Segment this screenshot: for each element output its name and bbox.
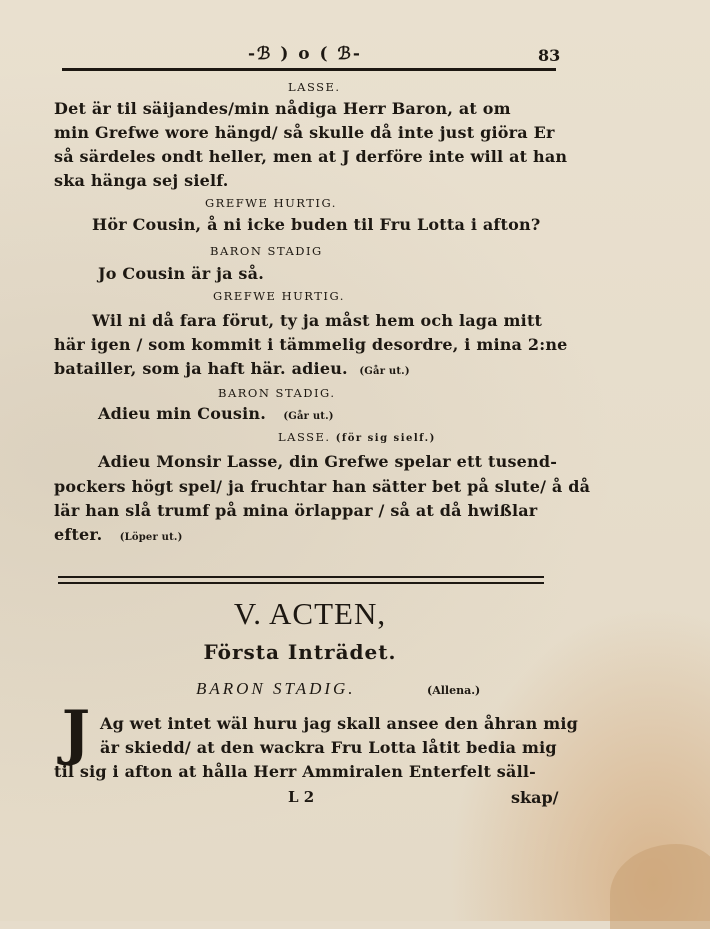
section-rule-top <box>58 576 544 578</box>
text-line: lär han slå trumf på mina örlappar / så at då hwißlar <box>54 501 538 520</box>
text-line <box>54 525 183 544</box>
running-head: -ℬ ) o ( ℬ- <box>248 44 362 64</box>
stage-direction: (Går ut.) <box>283 411 334 422</box>
text-line: är skiedd/ at den wackra Fru Lotta låtit bedia mig <box>100 738 557 757</box>
text-line <box>54 359 410 378</box>
drop-cap: J <box>61 698 91 768</box>
text-line: pockers högt spel/ ja fruchtar han sätter bet på slute/ å då <box>54 477 591 496</box>
page-number: 83 <box>538 46 561 65</box>
text-line: min Grefwe wore hängd/ så skulle då inte just giöra Er <box>54 123 555 142</box>
text-line <box>98 404 334 423</box>
speaker-label: LASSE. <box>288 80 341 94</box>
text-line: ska hänga sej sielf. <box>54 171 229 190</box>
text-line: Wil ni då fara förut, ty ja måst hem och laga mitt <box>92 311 543 330</box>
text-line: här igen / som kommit i tämmelig desordre, i mina 2:ne <box>54 335 568 354</box>
speaker-label: BARON STADIG. <box>196 679 356 698</box>
stage-direction: (Allena.) <box>427 684 481 697</box>
speaker-label: GREFWE HURTIG. <box>213 289 345 303</box>
text-line: til sig i afton at hålla Herr Ammiralen Enterfelt säll- <box>54 762 536 781</box>
text-line-content: efter. <box>54 525 103 544</box>
stage-direction: (Går ut.) <box>359 366 410 377</box>
text-line: Det är til säijandes/min nådiga Herr Baron, at om <box>54 99 511 118</box>
text-line: Ag wet intet wäl huru jag skall ansee den åhran mig <box>100 714 579 733</box>
paper-stain <box>610 844 710 929</box>
speaker-name: LASSE. <box>278 430 331 444</box>
act-title: V. ACTEN, <box>233 596 387 631</box>
stage-direction: (för sig sielf.) <box>335 433 436 444</box>
catchword: skap/ <box>511 788 559 807</box>
text-line-content: batailler, som ja haft här. adieu. <box>54 359 348 378</box>
text-line-content: Adieu min Cousin. <box>98 404 267 423</box>
text-line: så särdeles ondt heller, men at J derföre inte will at han <box>54 147 568 166</box>
scene-title: Första Inträdet. <box>203 640 397 664</box>
signature-mark: L 2 <box>288 788 315 806</box>
section-rule-bottom <box>58 582 544 584</box>
stage-direction: (Löper ut.) <box>119 532 183 543</box>
text-line: Hör Cousin, å ni icke buden til Fru Lotta i afton? <box>92 215 541 234</box>
speaker-label: BARON STADIG. <box>218 386 336 400</box>
speaker-label: BARON STADIG <box>210 244 323 258</box>
speaker-label <box>278 430 436 444</box>
speaker-label: GREFWE HURTIG. <box>205 196 337 210</box>
text-line: Adieu Monsir Lasse, din Grefwe spelar ett tusend- <box>98 452 558 471</box>
header-rule <box>62 68 556 71</box>
text-line: Jo Cousin är ja så. <box>98 264 264 283</box>
